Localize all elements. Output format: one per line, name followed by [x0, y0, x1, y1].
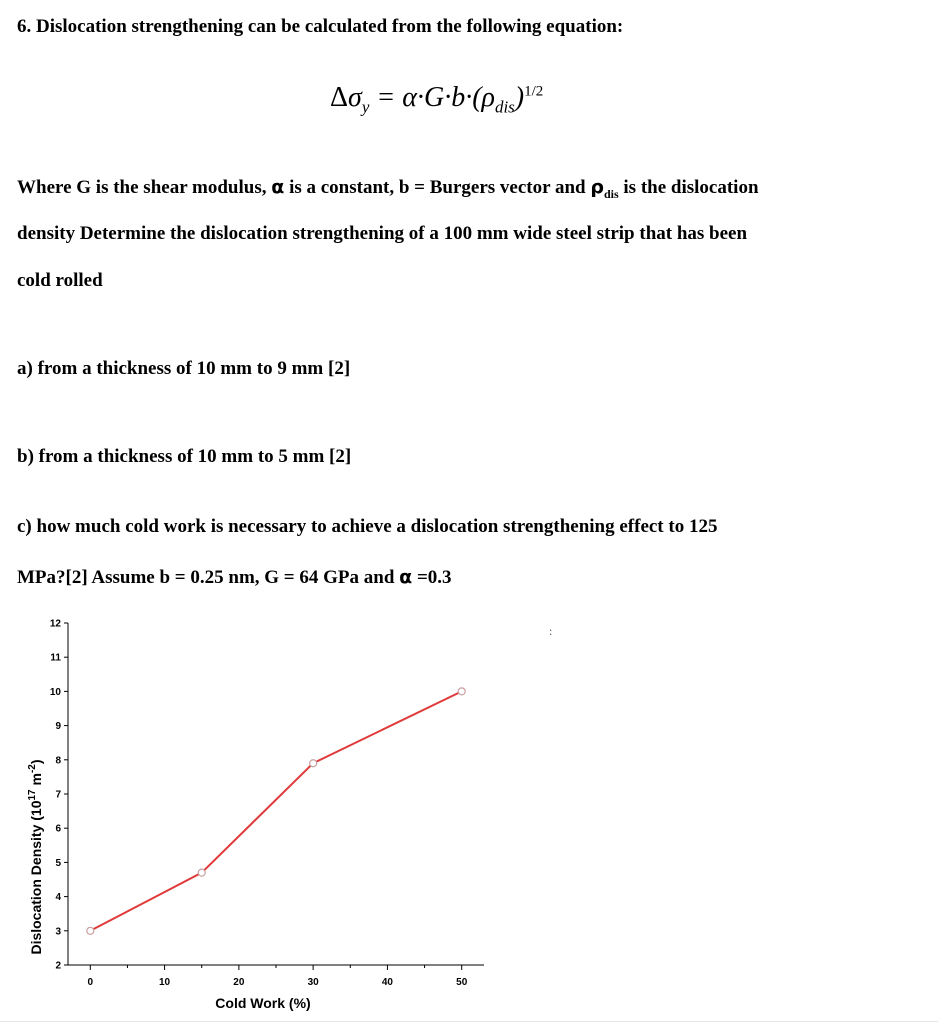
where-line-1: Where G is the shear modulus, α is a constant, b = Burgers vector and $\rho_{dis}$ is the dislocation — [17, 176, 759, 201]
y-tick-label: 4 — [55, 892, 61, 904]
y-tick-label: 7 — [55, 789, 61, 801]
question-heading: 6. Dislocation strengthening can be calculated from the following equation: — [17, 16, 624, 37]
where-line-3: cold rolled — [17, 270, 103, 291]
series-line — [90, 691, 461, 930]
dislocation-density-chart — [0, 605, 938, 1021]
x-tick-label: 20 — [233, 977, 245, 988]
part-c-line-1: c) how much cold work is necessary to achieve a dislocation strengthening effect to 125 — [17, 516, 718, 537]
x-tick-label: 50 — [456, 977, 468, 988]
where-line-2: density Determine the dislocation strengthening of a 100 mm wide steel strip that has been — [17, 223, 748, 244]
alpha-symbol-c: α — [399, 566, 413, 588]
x-tick-label: 40 — [381, 977, 393, 988]
y-tick-label: 12 — [49, 618, 61, 630]
data-point — [87, 927, 94, 934]
rho-symbol: ρ — [590, 176, 604, 198]
x-tick-label: 10 — [159, 977, 171, 988]
alpha-symbol: α — [271, 176, 285, 198]
y-tick-label: 8 — [55, 755, 61, 767]
y-tick-label: 3 — [55, 926, 61, 938]
y-tick-label: 2 — [55, 960, 61, 972]
data-point — [198, 869, 205, 876]
y-tick-label: 10 — [49, 686, 61, 698]
data-point — [310, 760, 317, 767]
y-axis-label: Dislocation Density ($10^{17}$ $m^{-2}$) — [27, 759, 44, 955]
y-tick-label: 11 — [50, 652, 61, 664]
y-tick-label: 9 — [55, 721, 61, 733]
x-tick-label: 0 — [87, 977, 94, 988]
strengthening-equation: $\Delta\sigma_y = \alpha\cdot G\cdot b\cdot(\rho_{dis})^{1/2}$ — [330, 82, 544, 117]
data-point — [458, 688, 465, 695]
part-b: b) from a thickness of 10 mm to 5 mm [2] — [17, 446, 352, 467]
stray-mark: : — [549, 624, 553, 638]
page-bottom-border — [0, 1021, 938, 1022]
y-tick-label: 5 — [55, 857, 61, 869]
x-axis-label: Cold Work (%) — [215, 995, 311, 1011]
x-tick-label: 30 — [307, 977, 319, 988]
part-a: a) from a thickness of 10 mm to 9 mm [2] — [17, 358, 351, 379]
part-c-line-2: MPa?[2] Assume b = 0.25 nm, G = 64 GPa and α =0.3 — [17, 566, 452, 588]
y-tick-label: 6 — [55, 823, 61, 835]
